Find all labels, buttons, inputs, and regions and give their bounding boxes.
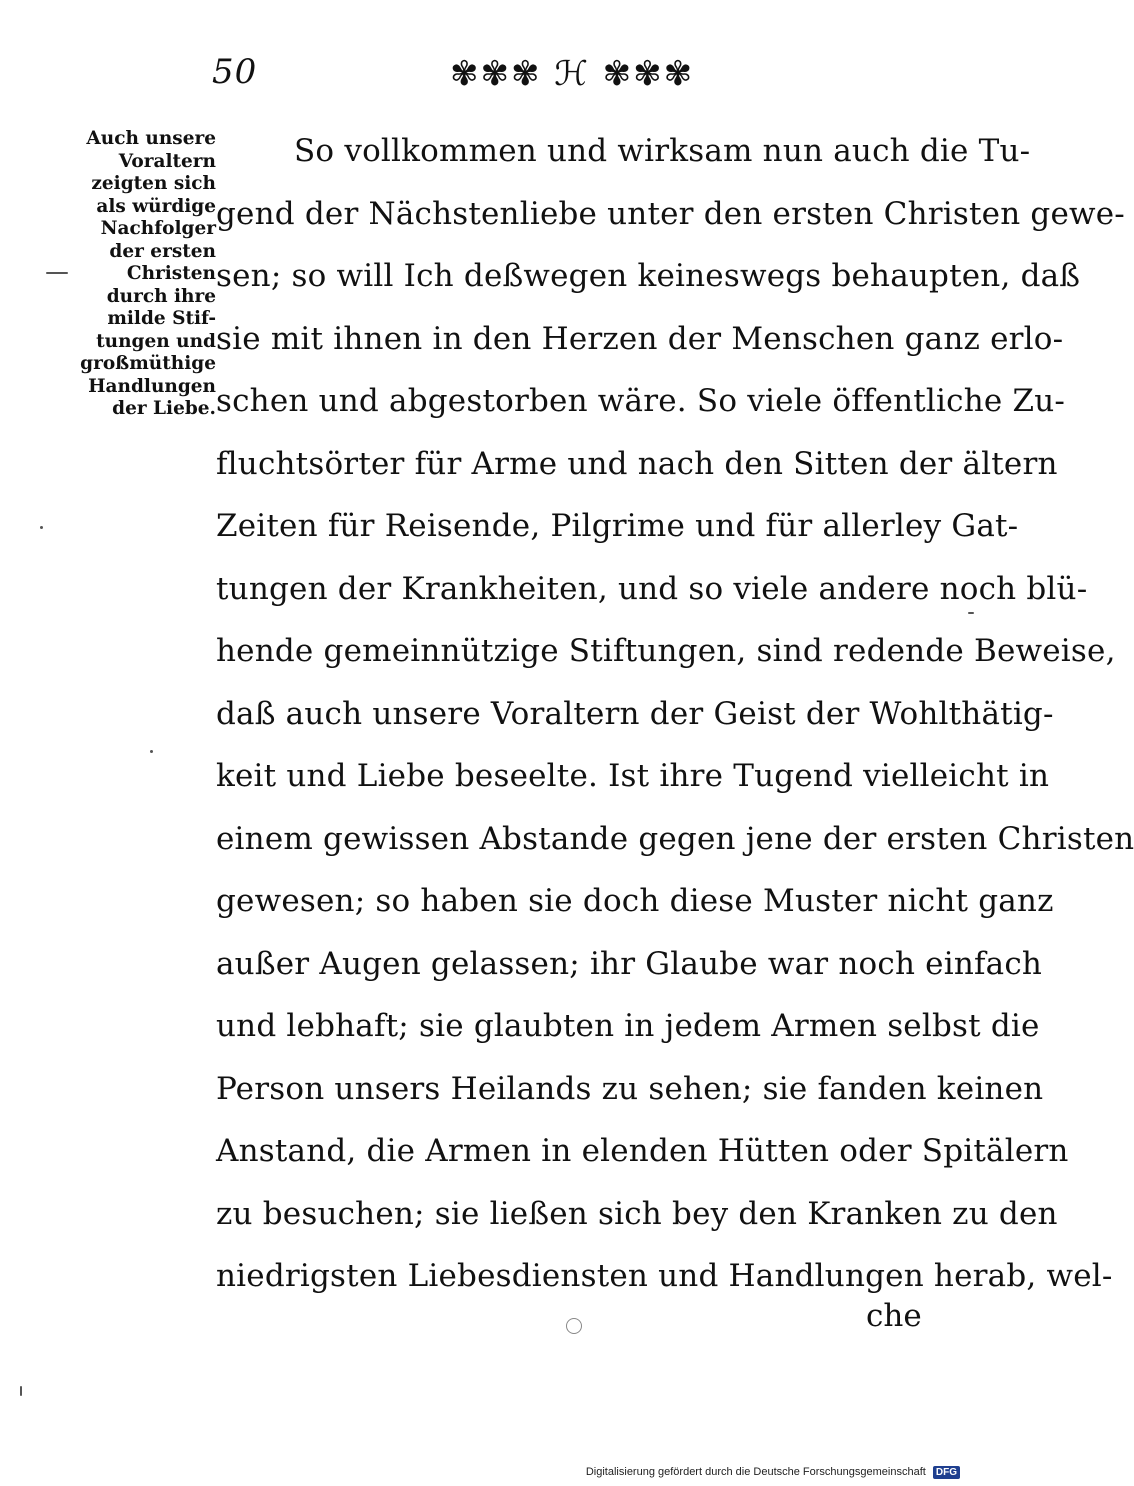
margin-note-line: milde Stif- <box>107 308 216 329</box>
scan-speck <box>40 526 43 529</box>
margin-note-line: Nachfolger <box>100 218 216 239</box>
margin-note-line: Christen <box>126 263 216 284</box>
scan-speck <box>46 272 68 274</box>
body-line: einem gewissen Abstande gegen jene der ersten Christen <box>216 820 1134 857</box>
body-line: Anstand, die Armen in elenden Hütten oder Spitälern <box>216 1133 1069 1169</box>
body-line: gend der Nächstenliebe unter den ersten Christen gewe- <box>216 195 1125 232</box>
margin-note-line: der ersten <box>109 240 216 262</box>
body-line: niedrigsten Liebesdiensten und Handlungen herab, wel- <box>216 1258 1113 1294</box>
body-line: fluchtsörter für Arme und nach den Sitten der ältern <box>216 445 1058 482</box>
margin-note-line: Auch unsere <box>86 128 216 149</box>
body-line: zu besuchen; sie ließen sich bey den Kranken zu den <box>216 1195 1058 1232</box>
body-line: schen und abgestorben wäre. So viele öffentliche Zu- <box>216 383 1066 419</box>
scan-speck <box>20 1386 22 1396</box>
body-line: So vollkommen und wirksam nun auch die Tu- <box>294 133 1031 169</box>
header-ornament: ✾✾✾ ℋ ✾✾✾ <box>450 54 695 94</box>
digitization-credit <box>586 1466 960 1479</box>
body-line: außer Augen gelassen; ihr Glaube war noch einfach <box>216 945 1043 982</box>
body-line: sie mit ihnen in den Herzen der Menschen ganz erlo- <box>216 320 1064 357</box>
body-text <box>216 120 1134 1308</box>
dfg-logo: DFG <box>933 1466 960 1479</box>
body-line: daß auch unsere Voraltern der Geist der Wohlthätig- <box>216 695 1054 732</box>
margin-note <box>56 128 216 421</box>
margin-note-line: zeigten sich <box>91 173 216 194</box>
body-line: gewesen; so haben sie doch diese Muster nicht ganz <box>216 883 1054 919</box>
body-line: und lebhaft; sie glaubten in jedem Armen selbst die <box>216 1008 1040 1044</box>
margin-note-line: Handlungen <box>88 375 216 397</box>
digitization-credit-text: Digitalisierung gefördert durch die Deutsche Forschungsgemeinschaft <box>585 1466 926 1478</box>
scan-speck <box>968 612 974 614</box>
margin-note-line: der Liebe. <box>112 398 216 419</box>
page-number: 50 <box>212 52 258 92</box>
body-line: tungen der Krankheiten, und so viele andere noch blü- <box>216 570 1088 607</box>
margin-note-line: tungen und <box>96 330 216 352</box>
body-line: Zeiten für Reisende, Pilgrime und für allerley Gat- <box>216 508 1019 544</box>
margin-note-line: als würdige <box>96 195 216 217</box>
catchword: che <box>866 1298 922 1334</box>
scan-speck <box>566 1318 582 1334</box>
body-line: Person unsers Heilands zu sehen; sie fanden keinen <box>216 1070 1044 1107</box>
body-line: keit und Liebe beseelte. Ist ihre Tugend vielleicht in <box>216 758 1050 794</box>
margin-note-line: großmüthige <box>80 353 216 374</box>
body-line: sen; so will Ich deßwegen keineswegs behaupten, daß <box>216 258 1081 294</box>
scan-speck <box>150 750 153 753</box>
margin-note-line: durch ihre <box>106 285 216 307</box>
body-line: hende gemeinnützige Stiftungen, sind redende Beweise, <box>216 633 1116 669</box>
margin-note-line: Voraltern <box>118 150 216 172</box>
